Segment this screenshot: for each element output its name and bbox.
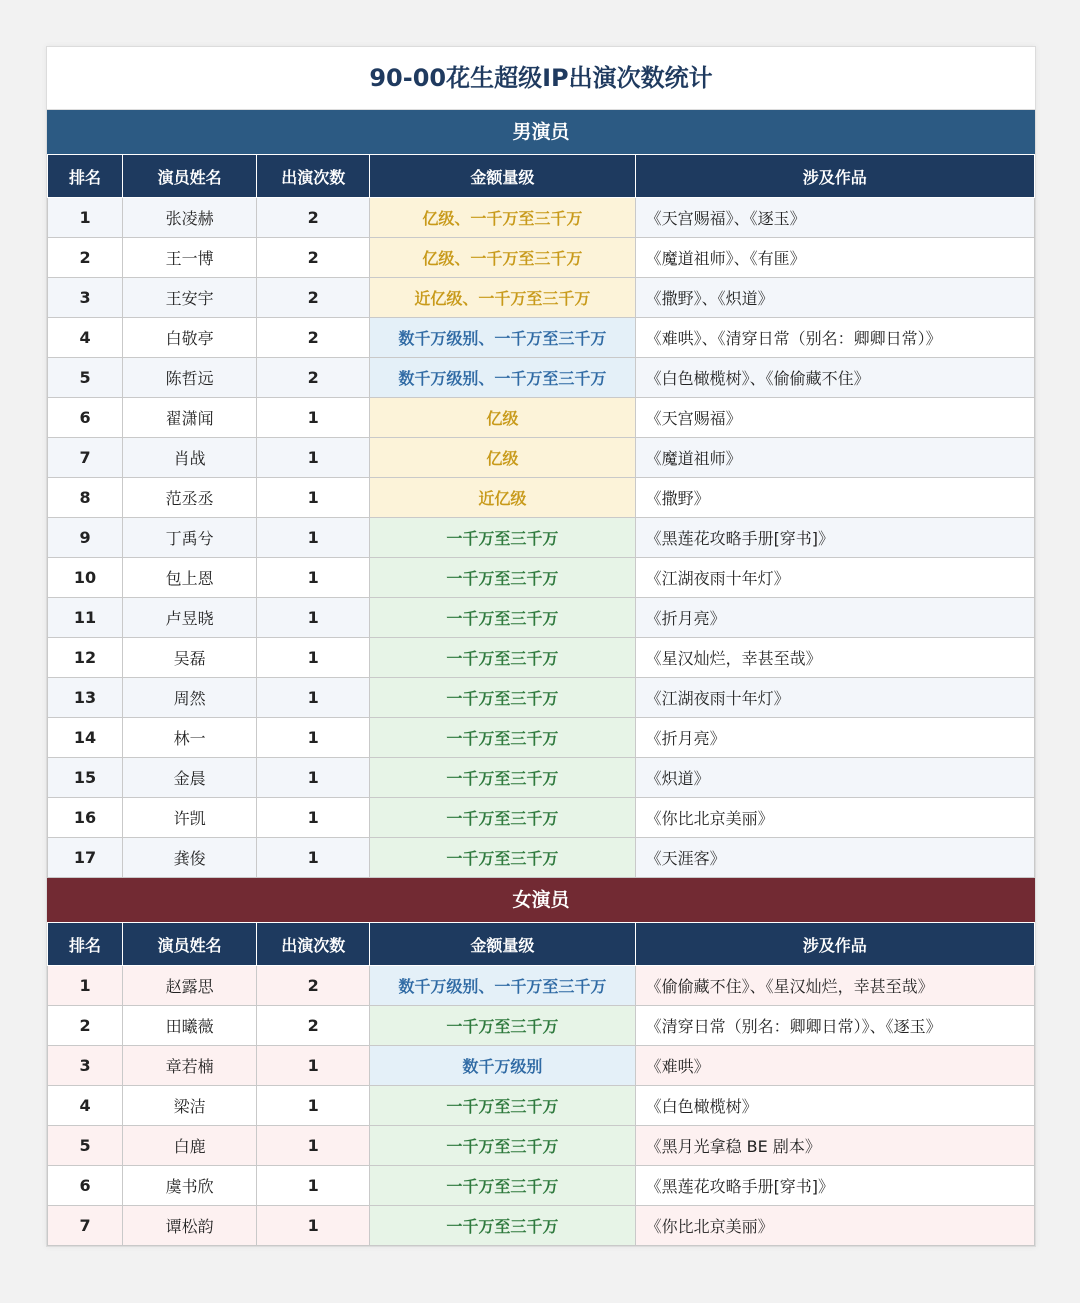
appearance-count-cell: 1 [257, 718, 370, 758]
appearance-count-cell: 1 [257, 558, 370, 598]
amount-level-cell: 一千万至三千万 [370, 758, 635, 798]
amount-level-cell: 亿级、一千万至三千万 [370, 198, 635, 238]
actor-name-cell: 谭松韵 [123, 1206, 257, 1246]
works-cell: 《魔道祖师》、《有匪》 [635, 238, 1034, 278]
works-cell: 《白色橄榄树》、《偷偷藏不住》 [635, 358, 1034, 398]
actor-name-cell: 翟潇闻 [123, 398, 257, 438]
amount-level-cell: 一千万至三千万 [370, 1006, 635, 1046]
actor-name-cell: 包上恩 [123, 558, 257, 598]
appearance-count-cell: 1 [257, 1046, 370, 1086]
works-cell: 《偷偷藏不住》、《星汉灿烂，幸甚至哉》 [635, 966, 1034, 1006]
works-cell: 《你比北京美丽》 [635, 798, 1034, 838]
actor-name-cell: 白鹿 [123, 1126, 257, 1166]
appearance-count-cell: 1 [257, 1086, 370, 1126]
column-header-level: 金额量级 [370, 923, 635, 966]
table-row [48, 1166, 1035, 1206]
works-cell: 《黑月光拿稳 BE 剧本》 [635, 1126, 1034, 1166]
column-header-works: 涉及作品 [635, 155, 1034, 198]
works-cell: 《折月亮》 [635, 598, 1034, 638]
rank-cell: 8 [48, 478, 123, 518]
actor-name-cell: 王一博 [123, 238, 257, 278]
amount-level-cell: 近亿级、一千万至三千万 [370, 278, 635, 318]
rank-cell: 11 [48, 598, 123, 638]
table-row [48, 558, 1035, 598]
amount-level-cell: 近亿级 [370, 478, 635, 518]
column-header-level: 金额量级 [370, 155, 635, 198]
appearance-count-cell: 1 [257, 678, 370, 718]
actor-name-cell: 王安宇 [123, 278, 257, 318]
appearance-count-cell: 1 [257, 398, 370, 438]
column-header-rank: 排名 [48, 923, 123, 966]
rank-cell: 9 [48, 518, 123, 558]
amount-level-cell: 亿级、一千万至三千万 [370, 238, 635, 278]
appearance-count-cell: 1 [257, 758, 370, 798]
actor-name-cell: 林一 [123, 718, 257, 758]
appearance-count-cell: 1 [257, 638, 370, 678]
works-cell: 《你比北京美丽》 [635, 1206, 1034, 1246]
appearance-count-cell: 2 [257, 318, 370, 358]
column-header-count: 出演次数 [257, 155, 370, 198]
female-table-body [48, 966, 1035, 1246]
table-row [48, 598, 1035, 638]
table-row [48, 1126, 1035, 1166]
amount-level-cell: 一千万至三千万 [370, 598, 635, 638]
works-cell: 《天宫赐福》 [635, 398, 1034, 438]
actor-name-cell: 丁禹兮 [123, 518, 257, 558]
rank-cell: 3 [48, 1046, 123, 1086]
male-table-body [48, 198, 1035, 878]
rank-cell: 6 [48, 1166, 123, 1206]
rank-cell: 2 [48, 238, 123, 278]
actor-name-cell: 金晨 [123, 758, 257, 798]
actor-name-cell: 赵露思 [123, 966, 257, 1006]
amount-level-cell: 一千万至三千万 [370, 518, 635, 558]
works-cell: 《江湖夜雨十年灯》 [635, 558, 1034, 598]
male-table [47, 154, 1035, 878]
table-row [48, 198, 1035, 238]
rank-cell: 7 [48, 438, 123, 478]
rank-cell: 1 [48, 966, 123, 1006]
table-row [48, 478, 1035, 518]
rank-cell: 17 [48, 838, 123, 878]
table-row [48, 278, 1035, 318]
actor-name-cell: 范丞丞 [123, 478, 257, 518]
works-cell: 《白色橄榄树》 [635, 1086, 1034, 1126]
appearance-count-cell: 2 [257, 278, 370, 318]
amount-level-cell: 一千万至三千万 [370, 1126, 635, 1166]
rank-cell: 10 [48, 558, 123, 598]
works-cell: 《折月亮》 [635, 718, 1034, 758]
works-cell: 《清穿日常（别名：卿卿日常）》、《逐玉》 [635, 1006, 1034, 1046]
amount-level-cell: 数千万级别、一千万至三千万 [370, 318, 635, 358]
actor-name-cell: 肖战 [123, 438, 257, 478]
amount-level-cell: 一千万至三千万 [370, 838, 635, 878]
rank-cell: 6 [48, 398, 123, 438]
rank-cell: 1 [48, 198, 123, 238]
table-row [48, 438, 1035, 478]
rank-cell: 13 [48, 678, 123, 718]
works-cell: 《天涯客》 [635, 838, 1034, 878]
table-row [48, 358, 1035, 398]
appearance-count-cell: 1 [257, 1206, 370, 1246]
appearance-count-cell: 2 [257, 1006, 370, 1046]
table-row [48, 398, 1035, 438]
appearance-count-cell: 1 [257, 518, 370, 558]
table-row [48, 518, 1035, 558]
amount-level-cell: 数千万级别、一千万至三千万 [370, 966, 635, 1006]
amount-level-cell: 一千万至三千万 [370, 1086, 635, 1126]
appearance-count-cell: 1 [257, 838, 370, 878]
actor-name-cell: 吴磊 [123, 638, 257, 678]
actor-name-cell: 陈哲远 [123, 358, 257, 398]
actor-name-cell: 梁洁 [123, 1086, 257, 1126]
table-row [48, 318, 1035, 358]
appearance-count-cell: 1 [257, 798, 370, 838]
rank-cell: 3 [48, 278, 123, 318]
works-cell: 《撒野》 [635, 478, 1034, 518]
works-cell: 《天宫赐福》、《逐玉》 [635, 198, 1034, 238]
amount-level-cell: 数千万级别 [370, 1046, 635, 1086]
female-section-header: 女演员 [47, 878, 1035, 922]
rank-cell: 16 [48, 798, 123, 838]
amount-level-cell: 一千万至三千万 [370, 638, 635, 678]
column-header-rank: 排名 [48, 155, 123, 198]
amount-level-cell: 数千万级别、一千万至三千万 [370, 358, 635, 398]
table-row [48, 1006, 1035, 1046]
rank-cell: 2 [48, 1006, 123, 1046]
table-row [48, 638, 1035, 678]
works-cell: 《黑莲花攻略手册[穿书]》 [635, 518, 1034, 558]
table-row [48, 238, 1035, 278]
actor-name-cell: 张凌赫 [123, 198, 257, 238]
actor-name-cell: 周然 [123, 678, 257, 718]
appearance-count-cell: 2 [257, 358, 370, 398]
works-cell: 《难哄》、《清穿日常（别名：卿卿日常）》 [635, 318, 1034, 358]
actor-name-cell: 卢昱晓 [123, 598, 257, 638]
works-cell: 《难哄》 [635, 1046, 1034, 1086]
works-cell: 《星汉灿烂，幸甚至哉》 [635, 638, 1034, 678]
amount-level-cell: 一千万至三千万 [370, 1166, 635, 1206]
column-header-name: 演员姓名 [123, 923, 257, 966]
appearance-count-cell: 1 [257, 1166, 370, 1206]
appearance-count-cell: 1 [257, 478, 370, 518]
male-column-headers [48, 155, 1035, 198]
female-table [47, 922, 1035, 1246]
rank-cell: 7 [48, 1206, 123, 1246]
appearance-count-cell: 1 [257, 598, 370, 638]
actor-name-cell: 许凯 [123, 798, 257, 838]
actor-name-cell: 白敬亭 [123, 318, 257, 358]
appearance-count-cell: 1 [257, 1126, 370, 1166]
rank-cell: 5 [48, 358, 123, 398]
actor-name-cell: 章若楠 [123, 1046, 257, 1086]
page-title: 90-00花生超级IP出演次数统计 [47, 47, 1035, 110]
table-row [48, 838, 1035, 878]
column-header-count: 出演次数 [257, 923, 370, 966]
amount-level-cell: 一千万至三千万 [370, 678, 635, 718]
appearance-count-cell: 2 [257, 238, 370, 278]
works-cell: 《撒野》、《炽道》 [635, 278, 1034, 318]
rank-cell: 5 [48, 1126, 123, 1166]
amount-level-cell: 一千万至三千万 [370, 718, 635, 758]
table-row [48, 798, 1035, 838]
table-row [48, 678, 1035, 718]
female-column-headers [48, 923, 1035, 966]
actor-name-cell: 田曦薇 [123, 1006, 257, 1046]
ip-stats-sheet [46, 46, 1036, 1247]
column-header-name: 演员姓名 [123, 155, 257, 198]
table-row [48, 1206, 1035, 1246]
amount-level-cell: 一千万至三千万 [370, 798, 635, 838]
appearance-count-cell: 1 [257, 438, 370, 478]
works-cell: 《炽道》 [635, 758, 1034, 798]
table-row [48, 966, 1035, 1006]
table-row [48, 758, 1035, 798]
rank-cell: 4 [48, 1086, 123, 1126]
appearance-count-cell: 2 [257, 198, 370, 238]
rank-cell: 15 [48, 758, 123, 798]
amount-level-cell: 一千万至三千万 [370, 1206, 635, 1246]
amount-level-cell: 亿级 [370, 438, 635, 478]
works-cell: 《黑莲花攻略手册[穿书]》 [635, 1166, 1034, 1206]
appearance-count-cell: 2 [257, 966, 370, 1006]
rank-cell: 4 [48, 318, 123, 358]
works-cell: 《江湖夜雨十年灯》 [635, 678, 1034, 718]
amount-level-cell: 一千万至三千万 [370, 558, 635, 598]
actor-name-cell: 虞书欣 [123, 1166, 257, 1206]
works-cell: 《魔道祖师》 [635, 438, 1034, 478]
table-row [48, 718, 1035, 758]
actor-name-cell: 龚俊 [123, 838, 257, 878]
rank-cell: 12 [48, 638, 123, 678]
male-section-header: 男演员 [47, 110, 1035, 154]
amount-level-cell: 亿级 [370, 398, 635, 438]
table-row [48, 1046, 1035, 1086]
column-header-works: 涉及作品 [635, 923, 1034, 966]
table-row [48, 1086, 1035, 1126]
rank-cell: 14 [48, 718, 123, 758]
